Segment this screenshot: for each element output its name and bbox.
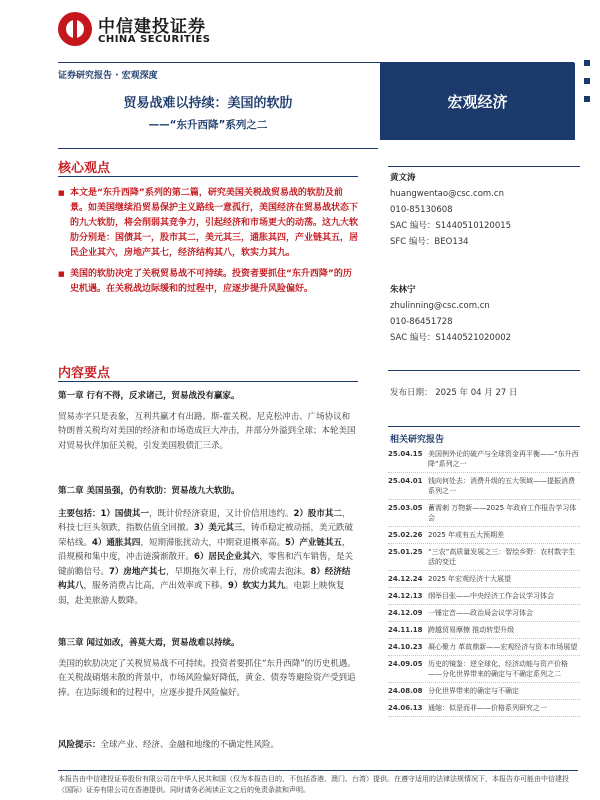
category-label: 宏观经济 [447, 93, 508, 111]
list-item-label: 6）居民企业其六 [194, 552, 260, 562]
core-point: ■ 本文是“东升西降”系列的第二篇，研究美国关税战贸易战的软肋及前景。如美国继续沿贸易保护主义路线一意孤行，美国经济在贸易战状态下的九大软肋，将会削弱其竞争力，引起经济和市场更大的动荡。这九大软肋分别是：国债其一，股市其二，美元其三，通胀其四，产业链其五，居民企业其六，房地产其七，经济结构其八，软实力其九。 [58, 186, 358, 261]
related-date: 24.12.24 [388, 575, 423, 583]
related-item[interactable] [388, 700, 580, 717]
related-item[interactable] [388, 544, 580, 571]
related-date: 24.11.18 [388, 626, 423, 634]
list-item-label: 8）经济结构其八 [58, 566, 351, 591]
author-name: 黄文涛 [390, 173, 416, 183]
list-item-label: 3）美元其三 [194, 523, 243, 533]
related-date: 24.06.13 [388, 704, 423, 712]
author-name: 朱林宁 [390, 285, 416, 295]
category-banner [380, 63, 575, 140]
chapter-3 [58, 636, 358, 700]
list-item-text: ，科技七巨头领跌，指数估值全回撤。 [58, 508, 351, 533]
author-card [390, 282, 511, 346]
risk-warning [58, 738, 358, 750]
report-subtitle: ——“东升西降”系列之二 [148, 119, 268, 131]
related-item[interactable] [388, 683, 580, 700]
author-sfc: SFC 编号：BEO134 [390, 237, 469, 247]
chapter-2-list [58, 507, 358, 609]
related-item[interactable] [388, 605, 580, 622]
related-date: 25.04.15 [388, 450, 423, 458]
list-item-text: ，早期拖欠率上行，房价或需去泡沫。 [165, 566, 311, 577]
related-date: 25.03.05 [388, 504, 423, 512]
author-email[interactable]: huangwentao@csc.com.cn [390, 189, 504, 199]
related-title: 凝心聚力 革故鼎新——宏观经济与资本市场展望 [428, 643, 578, 651]
disclaimer-footer: 本报告由中信建投证券股份有限公司在中华人民共和国（仅为本报告目的，不包括香港、澳门、台湾）提供。在遵守适用的法律法规情况下，本报告亦可能由中信建投（国际）证券有限公司在香港提供。同时请务必阅读正文之后的免责条款和声明。 [58, 770, 578, 796]
edge-decoration [582, 60, 592, 790]
related-title: “三农”高质量发展之三：智绘乡野：农村数字生活的变迁 [428, 548, 576, 566]
chapter-1-title: 第一章 行有不得，反求诸己，贸易战没有赢家。 [58, 391, 240, 401]
content-heading: 内容要点 [58, 366, 111, 381]
list-item-text: ，短期滞胀扰动大，中期衰退概率高。 [140, 537, 285, 548]
related-title: 钱向何处去：消费升级的五大领域——提振消费系列之一 [428, 477, 575, 495]
author-email[interactable]: zhulinning@csc.com.cn [390, 301, 490, 311]
content-heading-rule [58, 381, 358, 382]
related-item[interactable] [388, 639, 580, 656]
related-item[interactable] [388, 500, 580, 527]
author-phone: 010-86451728 [390, 317, 453, 327]
related-title: 2025 年或有五大预期差 [428, 531, 505, 539]
related-date: 25.01.25 [388, 548, 423, 556]
report-title: 贸易战难以持续：美国的软肋 [123, 96, 293, 111]
related-rule [388, 426, 580, 427]
related-date: 24.12.09 [388, 609, 423, 617]
related-title: 通缩：似是而非——价格系列研究之一 [428, 704, 547, 712]
related-date: 24.10.23 [388, 643, 423, 651]
risk-text: 全球产业、经济、金融和地缘的不确定性风险。 [100, 740, 280, 750]
related-title: 一锤定音——政治局会议学习体会 [428, 609, 533, 617]
related-date: 24.08.08 [388, 687, 423, 695]
related-list [388, 446, 580, 717]
list-item-label: 7）房地产其七 [109, 566, 166, 577]
brand-name-cn: 中信建投证券 [98, 17, 206, 37]
brand-name-en: CHINA SECURITIES [98, 34, 211, 45]
related-item[interactable] [388, 588, 580, 605]
list-item-text: ，既计价经济衰退，又计价信用违约。 [148, 508, 294, 519]
list-item-text: ，沿规模和集中度，冲击涟漪渐散开。 [58, 537, 351, 562]
list-item-text: ，铸币稳定被动摇，美元跌破荣枯线。 [58, 523, 353, 548]
related-item[interactable] [388, 656, 580, 683]
chapter-1-text: 贸易赤字只是表象，互利共赢才有出路。斯-霍关税、尼克松冲击、广场协议和特朗普关税均对美国的经济和市场造成巨大冲击，并部分外溢到全球；本轮美国对贸易伙伴加征关税，引发美国股债汇三杀。 [58, 411, 356, 451]
related-date: 25.02.26 [388, 531, 423, 539]
chapter-2-title: 第二章 美国虽强，仍有软肋：贸易战九大软肋。 [58, 486, 240, 496]
related-item[interactable] [388, 622, 580, 639]
title-divider [58, 148, 378, 149]
related-date: 25.04.01 [388, 477, 423, 485]
author-card [390, 170, 511, 250]
related-title: 历史的镜鉴：逆全球化、经济动能与资产价格——分化世界带来的确定与不确定系列之二 [428, 660, 568, 678]
related-title: 分化世界带来的确定与不确定 [428, 687, 519, 695]
author-sac: SAC 编号：S1440510120015 [390, 221, 512, 231]
logo-mark-icon [58, 12, 92, 46]
author-sac: SAC 编号：S1440521020002 [390, 333, 512, 343]
list-lead: 主要包括： [58, 508, 101, 519]
authors-rule [388, 166, 580, 167]
core-heading-rule [58, 176, 358, 177]
core-points [58, 186, 358, 303]
date-rule [388, 370, 580, 371]
chapter-3-text: 美国的软肋决定了关税贸易战不可持续。投资者要抓住“东升西降”的历史机遇。在关税战硝烟未散的背景中，市场风险偏好降低，黄金、债券等避险资产受到追捧。在边际缓和的过程中，应逐步提升风险偏好。 [58, 658, 356, 698]
related-title: 跨越贸易摩擦 推动转型升级 [428, 626, 515, 634]
chapter-1 [58, 389, 358, 453]
related-title: 纲举目张——中央经济工作会议学习体会 [428, 592, 554, 600]
related-title: 蓄需刺 万物新——2025 年政府工作报告学习体会 [428, 504, 577, 522]
author-phone: 010-85130608 [390, 205, 453, 215]
list-item-label: 9）软实力其九 [228, 581, 285, 591]
related-date: 24.09.05 [388, 660, 423, 668]
list-item-label: 4）通胀其四 [92, 537, 141, 548]
core-point: ■ 美国的软肋决定了关税贸易战不可持续。投资者要抓住“东升西降”的历史机遇。在关税战边际缓和的过程中，应逐步提升风险偏好。 [58, 267, 358, 297]
related-title: 2025 年宏观经济十大展望 [428, 575, 512, 583]
report-type: 证券研究报告 · 宏观深度 [58, 71, 158, 81]
core-heading: 核心观点 [58, 161, 111, 176]
list-item-label: 5）产业链其五 [284, 537, 342, 548]
related-heading: 相关研究报告 [390, 435, 445, 445]
related-date: 24.12.13 [388, 592, 423, 600]
chapter-3-title: 第三章 闻过如改，善莫大焉，贸易战难以持续。 [58, 638, 240, 648]
list-item-text: ，零售和汽车销售，是关键前瞻信号。 [58, 552, 353, 577]
list-item-label: 1）国债其一 [100, 508, 149, 519]
related-item[interactable] [388, 571, 580, 588]
related-item[interactable] [388, 446, 580, 473]
list-item-label: 2）股市其二 [293, 508, 342, 519]
related-item[interactable] [388, 473, 580, 500]
list-item-text: ，服务消费占比高，产出效率或下移。 [83, 581, 229, 591]
related-item[interactable] [388, 527, 580, 544]
related-title: 美国例外论的破产与全球资金再平衡——“东升西降”系列之一 [428, 450, 579, 468]
company-logo [58, 12, 218, 54]
publish-date: 发布日期： 2025 年 04 月 27 日 [390, 388, 518, 398]
chapter-2 [58, 484, 358, 608]
list-item-text: 。电影上映恢复弱，赴美旅游人数降。 [58, 581, 345, 606]
risk-label: 风险提示： [58, 740, 101, 750]
